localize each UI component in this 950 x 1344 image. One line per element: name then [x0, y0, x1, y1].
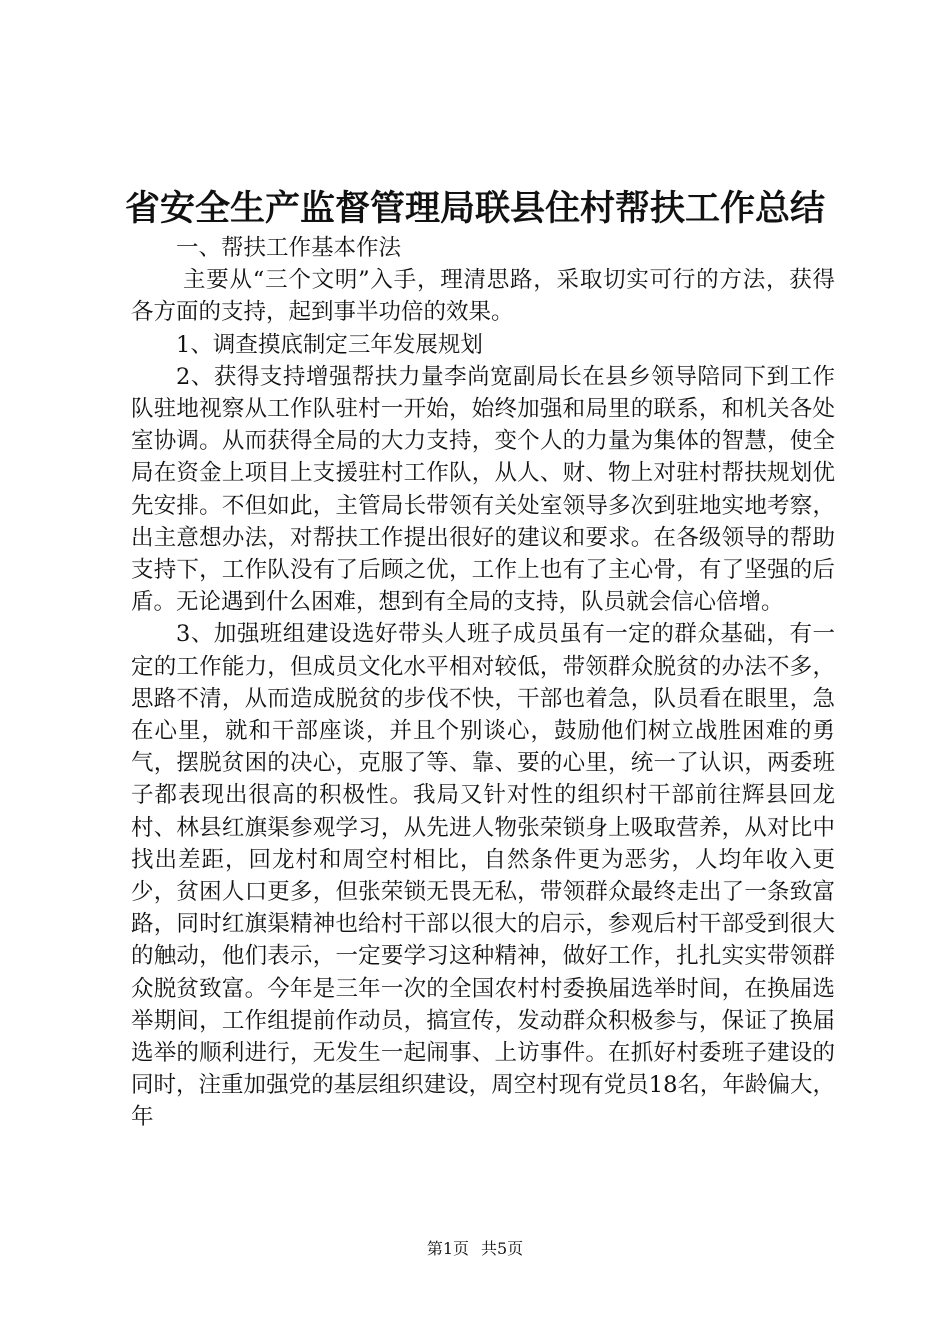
page-number: 第1页	[426, 1239, 469, 1258]
paragraph: 主要从“三个文明”入手，理清思路，采取切实可行的方法，获得各方面的支持，起到事半功倍的效果。	[131, 267, 835, 326]
subsection-heading: 1、调查摸底制定三年发展规划	[176, 331, 483, 358]
page-count: 共5页	[481, 1239, 524, 1258]
page-footer	[0, 1238, 950, 1260]
paragraph: 2、获得支持增强帮扶力量李尚宽副局长在县乡领导陪同下到工作队驻地视察从工作队驻村一开始，始终加强和局里的联系，和机关各处室协调。从而获得全局的大力支持，变个人的力量为集体的智慧，使全局在资金上项目上支援驻村工作队，从人、财、物上对驻村帮扶规划优先安排。不但如此，主管局长带领有关处室领导多次到驻地实地考察，出主意想办法，对帮扶工作提出很好的建议和要求。在各级领导的帮助支持下，工作队没有了后顾之优，工作上也有了主心骨，有了坚强的后盾。无论遇到什么困难，想到有全局的支持，队员就会信心倍增。	[131, 363, 835, 616]
section-heading: 一、帮扶工作基本作法	[176, 235, 402, 261]
paragraph: 3、加强班组建设选好带头人班子成员虽有一定的群众基础，有一定的工作能力，但成员文化水平相对较低，带领群众脱贫的办法不多，思路不清，从而造成脱贫的步伐不快，干部也着急，队员看在眼里，急在心里，就和干部座谈，并且个别谈心，鼓励他们树立战胜困难的勇气，摆脱贫困的决心，克服了等、靠、要的心里，统一了认识，两委班子都表现出很高的积极性。我局又针对性的组织村干部前往辉县回龙村、林县红旗渠参观学习，从先进人物张荣锁身上吸取营养，从对比中找出差距，回龙村和周空村相比，自然条件更为恶劣，人均年收入更少，贫困人口更多，但张荣锁无畏无私，带领群众最终走出了一条致富路，同时红旗渠精神也给村干部以很大的启示，参观后村干部受到很大的触动，他们表示，一定要学习这种精神，做好工作，扎扎实实带领群众脱贫致富。今年是三年一次的全国农村村委换届选举时间，在换届选举期间，工作组提前作动员，搞宣传，发动群众积极参与，保证了换届选举的顺利进行，无发生一起闹事、上访事件。在抓好村委班子建设的同时，注重加强党的基层组织建设，周空村现有党员18名，年龄偏大，年	[131, 621, 835, 1131]
document-body	[131, 232, 835, 1134]
document-title: 省安全生产监督管理局联县住村帮扶工作总结	[124, 188, 825, 229]
